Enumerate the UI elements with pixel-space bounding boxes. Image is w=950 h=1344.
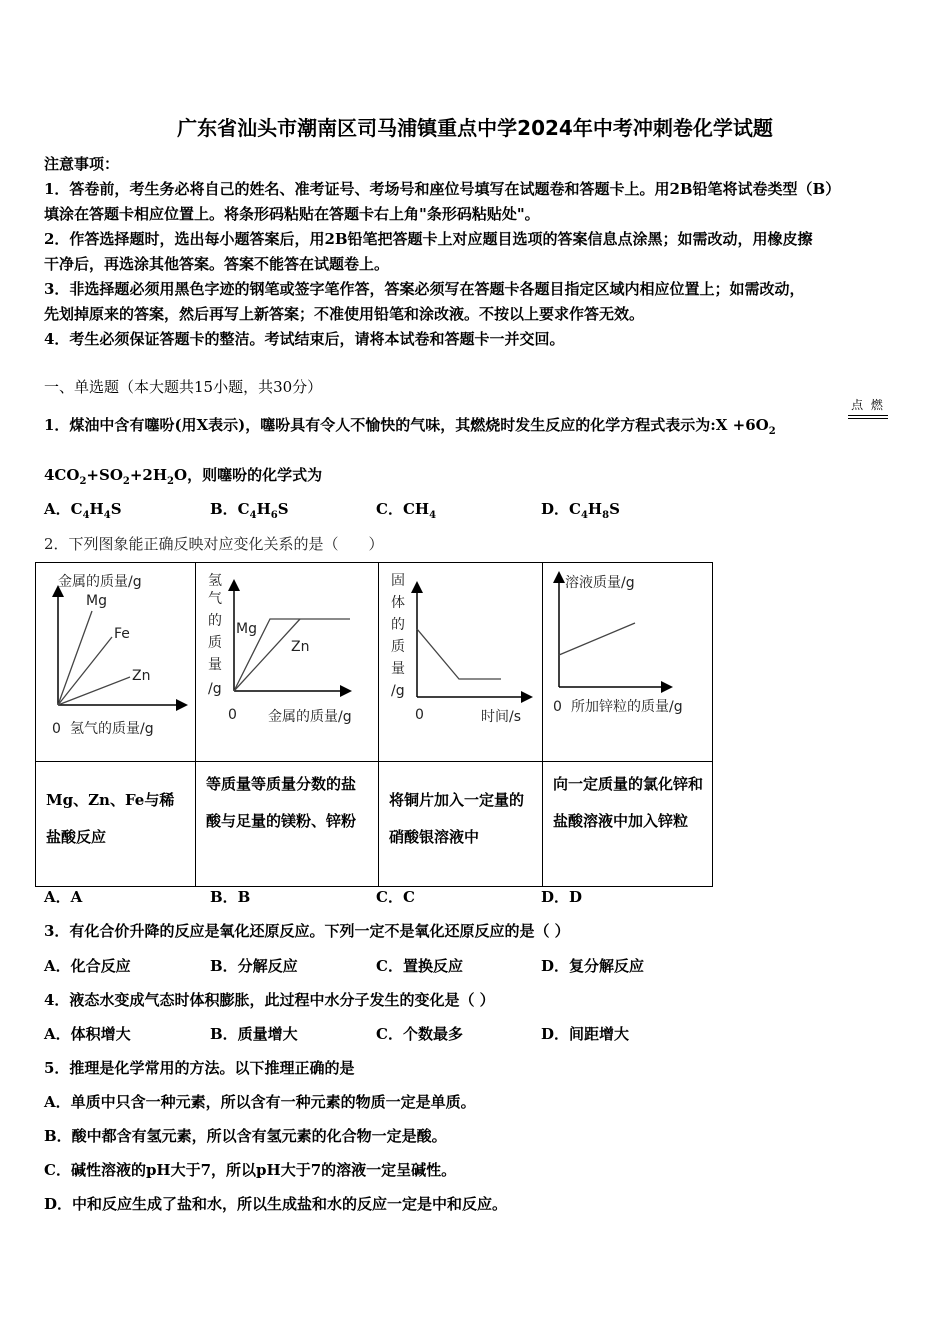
graph-b-cell	[196, 563, 379, 762]
option-c[interactable]: C．置换反应	[376, 957, 463, 975]
question-1-products: $4CO_2+SO_2+2H_2O$，则噻吩的化学式为	[44, 466, 323, 487]
graph-b	[196, 563, 377, 757]
notice-line: 先划掉原来的答案，然后再写上新答案；不准使用铅笔和涂改液。不按以上要求作答无效。	[44, 305, 645, 323]
series-label-mg: Mg	[236, 621, 257, 637]
series-label-fe: Fe	[114, 626, 130, 642]
y-axis-label-char: 气	[208, 591, 222, 607]
option-a[interactable]: A．$C_4H_4S$	[44, 500, 122, 521]
series-line-mg	[58, 611, 92, 705]
series-label-mg: Mg	[86, 593, 107, 609]
option-d[interactable]: D．间距增大	[541, 1025, 630, 1043]
series-label-zn: Zn	[291, 639, 310, 655]
graph-d	[543, 563, 711, 757]
y-axis-label-char: 氢	[208, 573, 222, 589]
y-axis-label: 溶液质量/g	[565, 575, 635, 591]
y-axis-label-char: 的	[391, 617, 405, 633]
origin-label: 0	[228, 707, 237, 723]
option-b[interactable]: B．$C_4H_6S$	[210, 500, 289, 521]
notice-line: 1．答卷前，考生务必将自己的姓名、准考证号、考场号和座位号填写在试题卷和答题卡上。用2B铅笔将试卷类型（B）	[44, 180, 841, 198]
question-2-stem: 2．下列图象能正确反映对应变化关系的是（ ）	[44, 535, 384, 553]
y-axis-label-char: /g	[391, 683, 405, 699]
notice-line: 4．考生必须保证答题卡的整洁。考试结束后，请将本试卷和答题卡一并交回。	[44, 330, 565, 348]
question-5-stem: 5．推理是化学常用的方法。以下推理正确的是	[44, 1059, 355, 1077]
x-axis-label: 所加锌粒的质量/g	[571, 699, 683, 715]
notice-heading: 注意事项：	[44, 155, 120, 173]
graph-a	[36, 563, 194, 757]
option-d[interactable]: D．中和反应生成了盐和水，所以生成盐和水的反应一定是中和反应。	[44, 1195, 508, 1213]
origin-label: 0	[415, 707, 424, 723]
option-a[interactable]: A．体积增大	[44, 1025, 131, 1043]
option-c[interactable]: C．$CH_4$	[376, 500, 437, 521]
caption-a: Mg、Zn、Fe与稀盐酸反应	[36, 762, 196, 887]
graph-a-cell	[36, 563, 196, 762]
page-title: 广东省汕头市潮南区司马浦镇重点中学2024年中考冲刺卷化学试题	[177, 116, 773, 140]
caption-b: 等质量等质量分数的盐酸与足量的镁粉、锌粉	[196, 762, 379, 887]
question-4-stem: 4．液态水变成气态时体积膨胀，此过程中水分子发生的变化是（ ）	[44, 991, 495, 1009]
option-c[interactable]: C．碱性溶液的pH大于7，所以pH大于7的溶液一定呈碱性。	[44, 1161, 457, 1179]
y-axis-label-char: /g	[208, 681, 222, 697]
y-axis-label-char: 体	[391, 595, 405, 611]
question-3-stem: 3．有化合价升降的反应是氧化还原反应。下列一定不是氧化还原反应的是（ ）	[44, 922, 570, 940]
notice-line: 2．作答选择题时，选出每小题答案后，用2B铅笔把答题卡上对应题目选项的答案信息点涂黑；如需改动，用橡皮擦	[44, 230, 813, 248]
option-a[interactable]: A．A	[44, 888, 83, 906]
graph-c	[379, 563, 541, 757]
series-label-zn: Zn	[132, 668, 151, 684]
notice-line: 干净后，再选涂其他答案。答案不能答在试题卷上。	[44, 255, 390, 273]
section-heading: 一、单选题（本大题共15小题，共30分）	[44, 378, 323, 396]
option-b[interactable]: B．质量增大	[210, 1025, 298, 1043]
origin-label: 0	[52, 721, 61, 737]
question-1-stem: 1．煤油中含有噻吩(用X表示)，噻吩具有令人不愉快的气味，其燃烧时发生反应的化学方程式表示为:X $+6O_2$	[44, 416, 776, 437]
y-axis-label-char: 量	[208, 657, 222, 673]
x-axis-label: 氢气的质量/g	[70, 721, 154, 737]
option-d[interactable]: D．$C_4H_8S$	[541, 500, 620, 521]
graph-table	[35, 562, 713, 887]
caption-c: 将铜片加入一定量的硝酸银溶液中	[379, 762, 543, 887]
option-b[interactable]: B．酸中都含有氢元素，所以含有氢元素的化合物一定是酸。	[44, 1127, 447, 1145]
notice-line: 3．非选择题必须用黑色字迹的钢笔或签字笔作答，答案必须写在答题卡各题目指定区域内相应位置上；如需改动，	[44, 280, 805, 298]
reaction-condition: 点 燃	[848, 396, 888, 419]
option-b[interactable]: B．分解反应	[210, 957, 298, 975]
caption-d: 向一定质量的氯化锌和盐酸溶液中加入锌粒	[543, 762, 713, 887]
option-d[interactable]: D．D	[541, 888, 583, 906]
series-line	[559, 623, 635, 655]
y-axis-label-char: 固	[391, 573, 405, 589]
option-b[interactable]: B．B	[210, 888, 251, 906]
origin-label: 0	[553, 699, 562, 715]
option-c[interactable]: C．个数最多	[376, 1025, 463, 1043]
option-a[interactable]: A．化合反应	[44, 957, 131, 975]
notice-line: 填涂在答题卡相应位置上。将条形码粘贴在答题卡右上角"条形码粘贴处"。	[44, 205, 540, 223]
y-axis-label-char: 质	[391, 639, 405, 655]
series-line	[417, 629, 501, 679]
graph-c-cell	[379, 563, 543, 762]
option-c[interactable]: C．C	[376, 888, 415, 906]
graph-d-cell	[543, 563, 713, 762]
x-axis-label: 时间/s	[481, 709, 522, 725]
y-axis-label-char: 的	[208, 613, 222, 629]
x-axis-label: 金属的质量/g	[268, 709, 352, 725]
option-d[interactable]: D．复分解反应	[541, 957, 645, 975]
y-axis-label-char: 质	[208, 635, 222, 651]
y-axis-label-char: 量	[391, 661, 405, 677]
y-axis-label: 金属的质量/g	[58, 574, 142, 590]
option-a[interactable]: A．单质中只含一种元素，所以含有一种元素的物质一定是单质。	[44, 1093, 476, 1111]
